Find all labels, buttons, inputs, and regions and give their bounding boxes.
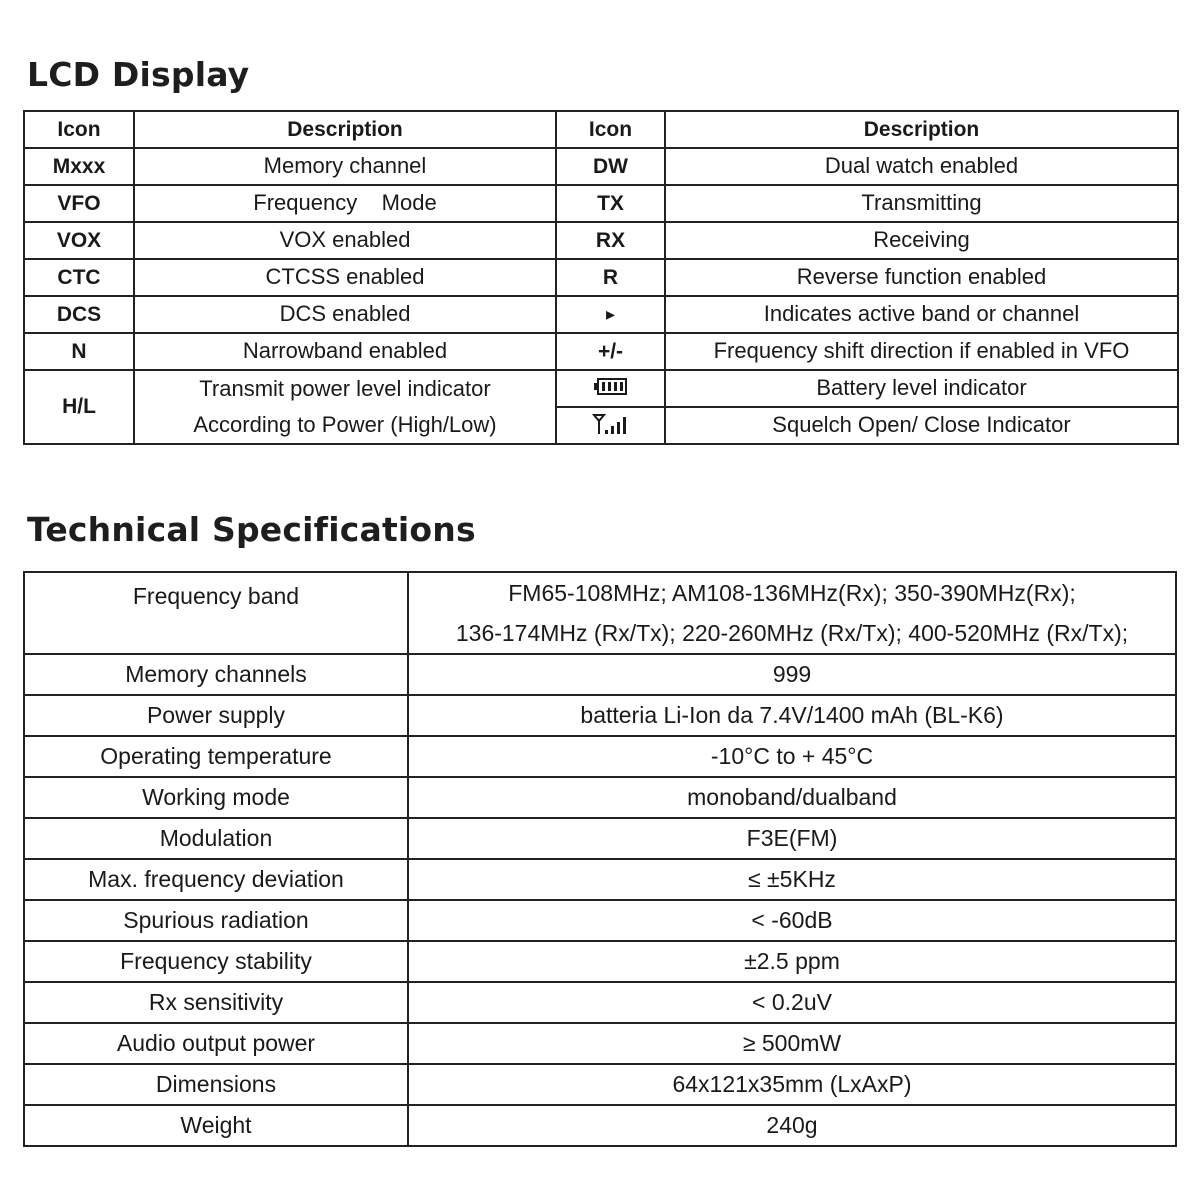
lcd-icon-description: Indicates active band or channel <box>665 296 1178 333</box>
spec-value: 240g <box>408 1105 1176 1146</box>
spec-value: ≤ ±5KHz <box>408 859 1176 900</box>
spec-row <box>24 941 1176 982</box>
lcd-icon-description: Reverse function enabled <box>665 259 1178 296</box>
lcd-icon-code: VFO <box>24 185 134 222</box>
spec-label: Memory channels <box>24 654 408 695</box>
spec-label: Spurious radiation <box>24 900 408 941</box>
lcd-row <box>24 148 1178 185</box>
lcd-icon-description: Frequency shift direction if enabled in VFO <box>665 333 1178 370</box>
icon-column-header: Icon <box>24 111 134 148</box>
frequency-band-line1: FM65-108MHz; AM108-136MHz(Rx); 350-390MHz(Rx); <box>508 580 1076 606</box>
lcd-icon-code: R <box>556 259 665 296</box>
spec-value: F3E(FM) <box>408 818 1176 859</box>
signal-icon-cell <box>556 407 665 444</box>
lcd-icon-code: N <box>24 333 134 370</box>
lcd-row <box>24 222 1178 259</box>
spec-label: Weight <box>24 1105 408 1146</box>
lcd-icon-description: Receiving <box>665 222 1178 259</box>
lcd-icon-table <box>23 110 1179 445</box>
spec-row <box>24 1105 1176 1146</box>
spec-row <box>24 777 1176 818</box>
spec-value: -10°C to + 45°C <box>408 736 1176 777</box>
lcd-header-row <box>24 111 1178 148</box>
lcd-icon-description: Memory channel <box>134 148 556 185</box>
description-column-header: Description <box>665 111 1178 148</box>
spec-value: batteria Li-Ion da 7.4V/1400 mAh (BL-K6) <box>408 695 1176 736</box>
spec-label: Dimensions <box>24 1064 408 1105</box>
active-band-arrow-icon: ▸ <box>556 296 665 333</box>
battery-icon <box>593 376 629 398</box>
spec-value: monoband/dualband <box>408 777 1176 818</box>
spec-value: ≥ 500mW <box>408 1023 1176 1064</box>
lcd-row <box>24 370 1178 407</box>
frequency-band-line2: 136-174MHz (Rx/Tx); 220-260MHz (Rx/Tx); 400-520MHz (Rx/Tx); <box>455 620 1129 646</box>
lcd-icon-description: VOX enabled <box>134 222 556 259</box>
lcd-icon-description <box>134 370 556 444</box>
lcd-row <box>24 259 1178 296</box>
spec-label: Rx sensitivity <box>24 982 408 1023</box>
spec-value: 64x121x35mm (LxAxP) <box>408 1064 1176 1105</box>
lcd-icon-code: TX <box>556 185 665 222</box>
spec-row <box>24 1023 1176 1064</box>
lcd-icon-code: DCS <box>24 296 134 333</box>
power-description-line2: According to Power (High/Low) <box>193 412 497 437</box>
spec-value: 999 <box>408 654 1176 695</box>
description-column-header: Description <box>134 111 556 148</box>
spec-label: Power supply <box>24 695 408 736</box>
lcd-icon-description: Dual watch enabled <box>665 148 1178 185</box>
signal-strength-icon <box>591 412 631 436</box>
spec-row <box>24 900 1176 941</box>
spec-row <box>24 1064 1176 1105</box>
lcd-icon-description: Transmitting <box>665 185 1178 222</box>
icon-column-header: Icon <box>556 111 665 148</box>
lcd-row <box>24 296 1178 333</box>
spec-label: Frequency stability <box>24 941 408 982</box>
lcd-icon-code: RX <box>556 222 665 259</box>
lcd-icon-description: Narrowband enabled <box>134 333 556 370</box>
power-description-line1: Transmit power level indicator <box>199 376 491 401</box>
spec-value: < 0.2uV <box>408 982 1176 1023</box>
technical-specifications-title: Technical Specifications <box>27 510 476 549</box>
lcd-display-title: LCD Display <box>27 55 250 94</box>
spec-row <box>24 572 1176 654</box>
spec-row <box>24 654 1176 695</box>
spec-label: Working mode <box>24 777 408 818</box>
specifications-table <box>23 571 1177 1147</box>
spec-value <box>408 572 1176 654</box>
lcd-icon-description: Frequency Mode <box>134 185 556 222</box>
lcd-icon-code: +/- <box>556 333 665 370</box>
spec-label: Audio output power <box>24 1023 408 1064</box>
spec-label: Max. frequency deviation <box>24 859 408 900</box>
lcd-icon-description: CTCSS enabled <box>134 259 556 296</box>
spec-label: Operating temperature <box>24 736 408 777</box>
spec-label: Frequency band <box>24 572 408 654</box>
lcd-icon-code: Mxxx <box>24 148 134 185</box>
lcd-icon-code: VOX <box>24 222 134 259</box>
spec-row <box>24 818 1176 859</box>
lcd-icon-code: CTC <box>24 259 134 296</box>
spec-row <box>24 859 1176 900</box>
lcd-icon-description: Squelch Open/ Close Indicator <box>665 407 1178 444</box>
lcd-icon-code: H/L <box>24 370 134 444</box>
spec-row <box>24 695 1176 736</box>
spec-row <box>24 736 1176 777</box>
lcd-icon-description: Battery level indicator <box>665 370 1178 407</box>
spec-value: ±2.5 ppm <box>408 941 1176 982</box>
spec-row <box>24 982 1176 1023</box>
lcd-row <box>24 333 1178 370</box>
spec-label: Modulation <box>24 818 408 859</box>
lcd-row <box>24 185 1178 222</box>
lcd-icon-description: DCS enabled <box>134 296 556 333</box>
lcd-icon-code: DW <box>556 148 665 185</box>
spec-value: < -60dB <box>408 900 1176 941</box>
battery-icon-cell <box>556 370 665 407</box>
